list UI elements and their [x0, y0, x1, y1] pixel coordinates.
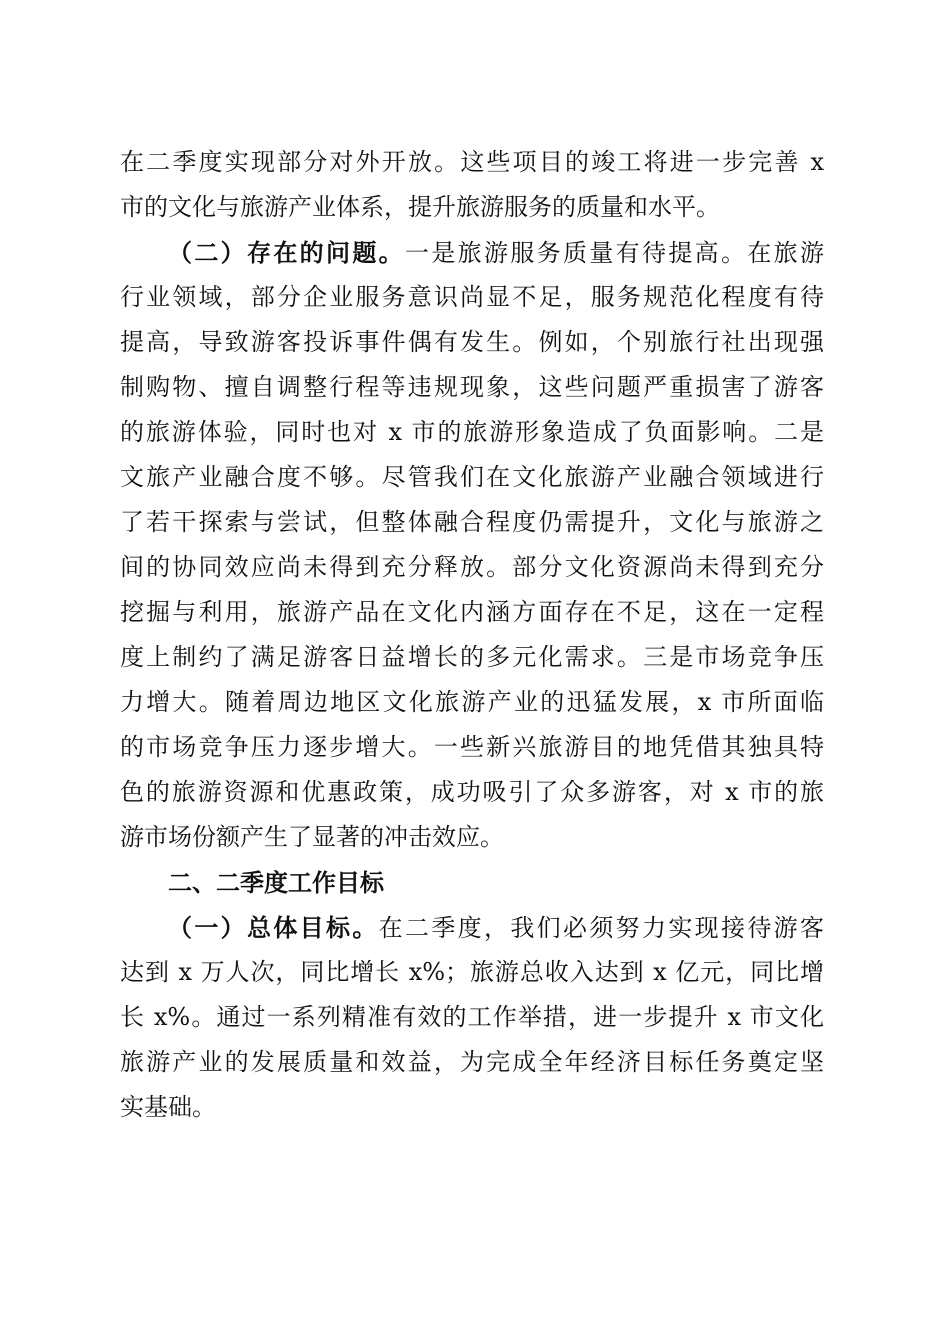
text-line	[120, 905, 824, 950]
paragraph-overall-goal	[120, 905, 824, 1130]
text-line: 在二季度实现部分对外开放。这些项目的竣工将进一步完善 x	[120, 148, 824, 176]
paragraph-continuation	[120, 140, 824, 230]
text-line: 长 x%。通过一系列精准有效的工作举措，进一步提升 x 市文化	[120, 1003, 824, 1031]
text-line: 度上制约了满足游客日益增长的多元化需求。三是市场竞争压	[120, 643, 824, 671]
text-line	[120, 230, 824, 275]
text-line: 旅游产业的发展质量和效益，为完成全年经济目标任务奠定坚	[120, 1048, 824, 1076]
text-run: 在二季度，我们必须努力实现接待游客	[378, 914, 825, 942]
text-line: 文旅产业融合度不够。尽管我们在文化旅游产业融合领域进行	[120, 463, 824, 491]
text-line: 的旅游体验，同时也对 x 市的旅游形象造成了负面影响。二是	[120, 418, 824, 446]
text-line: 制购物、擅自调整行程等违规现象，这些问题严重损害了游客	[120, 373, 824, 401]
text-line: 实基础。	[120, 1093, 216, 1121]
text-line: 了若干探索与尝试，但整体融合程度仍需提升，文化与旅游之	[120, 508, 824, 536]
text-line: 提高，导致游客投诉事件偶有发生。例如，个别旅行社出现强	[120, 328, 824, 356]
section-lead: （二）存在的问题。	[168, 238, 405, 267]
section-lead: （一）总体目标。	[168, 913, 379, 942]
text-line: 色的旅游资源和优惠政策，成功吸引了众多游客，对 x 市的旅	[120, 778, 824, 806]
text-run: 一是旅游服务质量有待提高。在旅游	[405, 239, 824, 267]
text-line: 挖掘与利用，旅游产品在文化内涵方面存在不足，这在一定程	[120, 598, 824, 626]
text-line: 行业领域，部分企业服务意识尚显不足，服务规范化程度有待	[120, 283, 824, 311]
section-heading	[120, 860, 824, 905]
heading-text: 二、二季度工作目标	[168, 868, 384, 897]
text-line: 游市场份额产生了显著的冲击效应。	[120, 823, 504, 851]
document-body	[120, 140, 824, 1130]
text-line: 力增大。随着周边地区文化旅游产业的迅猛发展，x 市所面临	[120, 688, 824, 716]
text-line: 间的协同效应尚未得到充分释放。部分文化资源尚未得到充分	[120, 553, 824, 581]
text-line: 市的文化与旅游产业体系，提升旅游服务的质量和水平。	[120, 193, 720, 221]
paragraph-existing-problems	[120, 230, 824, 860]
text-line: 达到 x 万人次，同比增长 x%；旅游总收入达到 x 亿元，同比增	[120, 958, 824, 986]
text-line: 的市场竞争压力逐步增大。一些新兴旅游目的地凭借其独具特	[120, 733, 824, 761]
